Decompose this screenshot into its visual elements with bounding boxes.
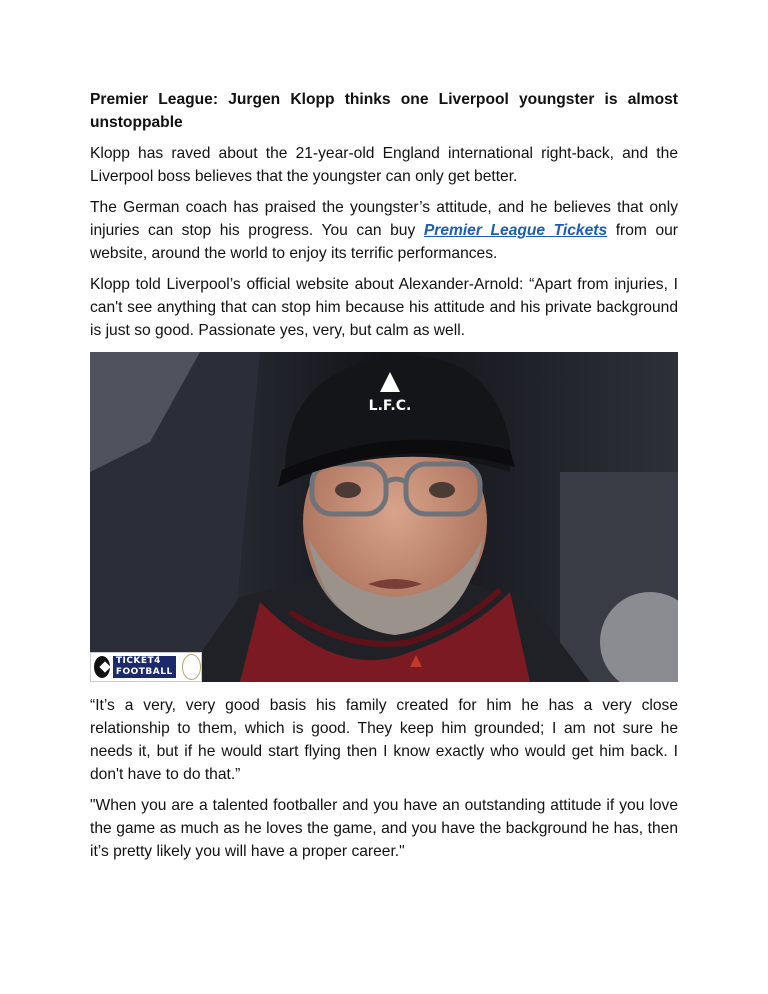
klopp-photo (90, 352, 678, 682)
watermark-text (113, 656, 176, 678)
cap-logo-text: L.F.C. (368, 398, 412, 414)
football-icon (94, 656, 110, 678)
portrait-illustration (90, 352, 678, 682)
paragraph-5: "When you are a talented footballer and you have an outstanding attitude if you love the game as much as he loves the game, and you have the background he has, then it’s pretty likely you will have a proper career." (90, 797, 678, 860)
article-title: Premier League: Jurgen Klopp thinks one Liverpool youngster is almost unstoppable (90, 91, 678, 131)
document-page (90, 88, 678, 871)
paragraph-3: Klopp told Liverpool’s official website about Alexander-Arnold: “Apart from injuries, I can't see anything that can stop him because his attitude and his private background is just so good. Passionate yes, very, but calm as well. (90, 276, 678, 339)
watermark-line-1: TICKET4 (115, 656, 161, 666)
ticket4football-watermark (90, 652, 202, 682)
seal-icon (182, 654, 201, 680)
paragraph-2 (90, 196, 678, 265)
paragraph-1: Klopp has raved about the 21-year-old England international right-back, and the Liverpool boss believes that the youngster can only get better. (90, 145, 678, 185)
paragraph-2-text-end: from our website, around the world to enjoy its terrific performances. (90, 222, 678, 262)
watermark-line-2: FOOTBALL (115, 667, 173, 677)
premier-league-tickets-link[interactable]: Premier League Tickets (423, 222, 608, 239)
paragraph-2-text-start: The German coach has praised the youngster’s attitude, and he believes that only injuries can stop his progress. You can buy (90, 199, 678, 239)
paragraph-4: “It’s a very, very good basis his family created for him he has a very close relationship to them, which is good. They keep him grounded; I am not sure he needs it, but if he would start flying then I know exactly who would get him back. I don't have to do that.” (90, 697, 678, 783)
